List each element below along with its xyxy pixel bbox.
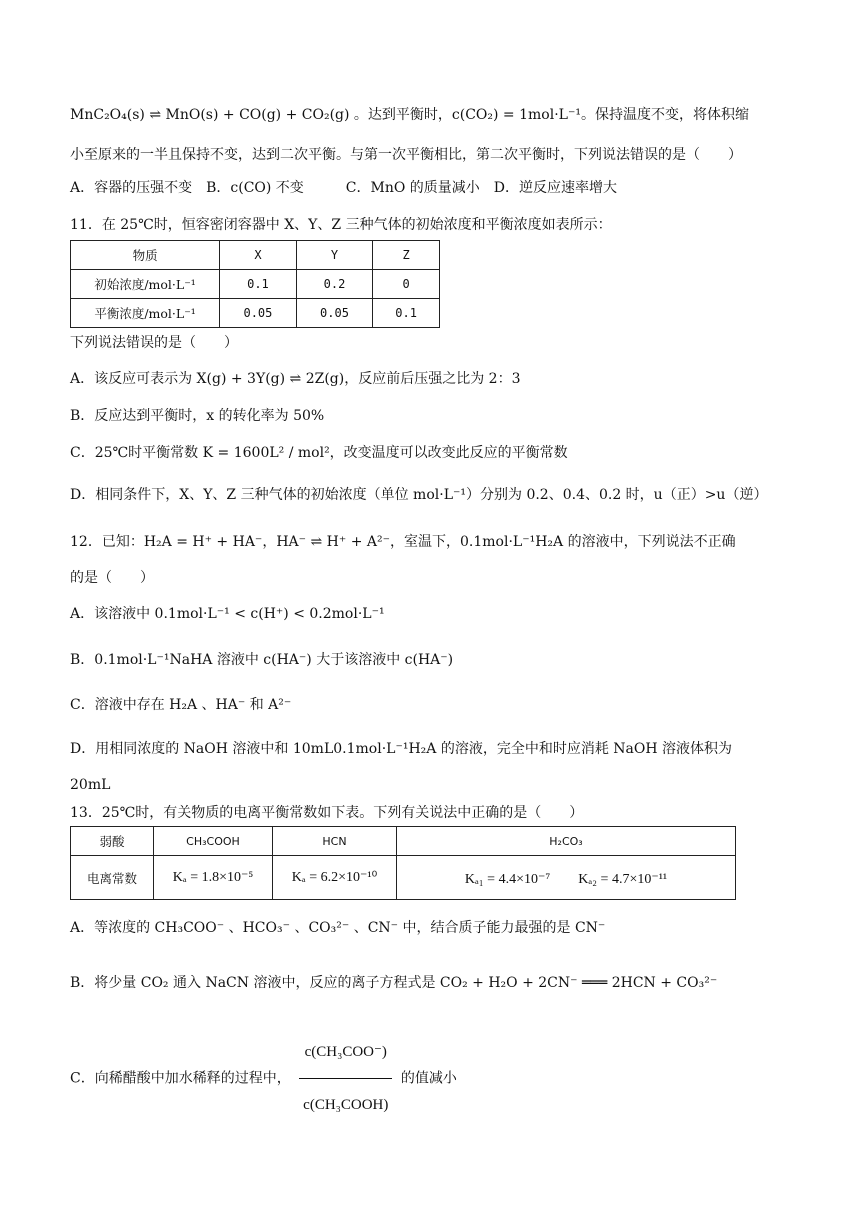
question-13-stem: 13．25℃时，有关物质的电离平衡常数如下表。下列有关说法中正确的是（ ） <box>70 805 584 821</box>
question-12-stem: 12．已知：H₂A = H⁺ + HA⁻，HA⁻ ⇌ H⁺ + A²⁻，室温下，0.1mol·L⁻¹H₂A 的溶液中，下列说法不正确 <box>70 534 736 550</box>
question-11-option-c: C．25℃时平衡常数 K = 1600L² / mol²，改变温度可以改变此反应的平衡常数 <box>70 445 568 461</box>
table-11-header-row <box>71 241 440 270</box>
table-11-header-cell: X <box>220 241 297 270</box>
question-12-option-b: B．0.1mol·L⁻¹NaHA 溶液中 c(HA⁻) 大于该溶液中 c(HA⁻) <box>70 652 454 668</box>
question-11-option-d: D．相同条件下，X、Y、Z 三种气体的初始浓度（单位 mol·L⁻¹）分别为 0.2、0.4、0.2 时，u（正）>u（逆） <box>70 487 768 503</box>
table-11-cell: 初始浓度/mol·L⁻¹ <box>71 270 220 299</box>
table-11-header-cell: Y <box>296 241 373 270</box>
question-11-prompt: 下列说法错误的是（ ） <box>70 335 238 351</box>
option-c-prefix: C．向稀醋酸中加水稀释的过程中， <box>70 1070 291 1087</box>
table-11 <box>70 240 440 328</box>
table-11-row <box>71 270 440 299</box>
table-11-header-cell: 物质 <box>71 241 220 270</box>
table-13-cell: Kₐ₁ = 4.4×10⁻⁷ Kₐ₂ = 4.7×10⁻¹¹ <box>397 856 736 900</box>
table-13-header-cell: 弱酸 <box>71 827 154 856</box>
table-11-cell: 0.05 <box>220 299 297 328</box>
question-12-option-c: C．溶液中存在 H₂A 、HA⁻ 和 A²⁻ <box>70 697 292 713</box>
table-11-cell: 平衡浓度/mol·L⁻¹ <box>71 299 220 328</box>
table-13 <box>70 826 736 900</box>
table-13-header-cell: CH₃COOH <box>154 827 273 856</box>
table-13-cell: Kₐ = 6.2×10⁻¹⁰ <box>273 856 397 900</box>
table-11-cell: 0.05 <box>296 299 373 328</box>
table-11-header-cell: Z <box>373 241 440 270</box>
fraction <box>299 1028 392 1129</box>
question-13-option-b: B．将少量 CO₂ 通入 NaCN 溶液中，反应的离子方程式是 CO₂ + H₂O + 2CN⁻ ═══ 2HCN + CO₃²⁻ <box>70 975 718 991</box>
table-11-cell: 0.2 <box>296 270 373 299</box>
question-11-stem: 11．在 25℃时，恒容密闭容器中 X、Y、Z 三种气体的初始浓度和平衡浓度如表所示： <box>70 217 612 233</box>
table-13-row <box>71 856 736 900</box>
table-13-header-cell: H₂CO₃ <box>397 827 736 856</box>
fraction-denominator: c(CH₃COOH) <box>303 1097 389 1113</box>
option-c-suffix: 的值减小 <box>400 1070 457 1087</box>
table-13-header-cell: HCN <box>273 827 397 856</box>
question-12-option-a: A．该溶液中 0.1mol·L⁻¹ < c(H⁺) < 0.2mol·L⁻¹ <box>70 606 385 622</box>
fraction-numerator: c(CH₃COO⁻) <box>299 1028 392 1079</box>
options-line-10: A．容器的压强不变 B．c(CO) 不变 C．MnO 的质量减小 D．逆反应速率增大 <box>70 180 618 196</box>
text-line-2: 小至原来的一半且保持不变，达到二次平衡。与第一次平衡相比，第二次平衡时，下列说法错误的是（ ） <box>70 147 742 163</box>
question-12-option-d: D．用相同浓度的 NaOH 溶液中和 10mL0.1mol·L⁻¹H₂A 的溶液，完全中和时应消耗 NaOH 溶液体积为 <box>70 741 733 757</box>
table-11-cell: 0.1 <box>220 270 297 299</box>
question-12-option-d-cont: 20mL <box>70 777 111 793</box>
question-12-stem-cont: 的是（ ） <box>70 570 154 586</box>
question-11-option-b: B．反应达到平衡时，x 的转化率为 50% <box>70 408 325 424</box>
question-13-option-c <box>70 1028 457 1129</box>
table-13-cell: 电离常数 <box>71 856 154 900</box>
table-11-cell: 0 <box>373 270 440 299</box>
question-13-option-a: A．等浓度的 CH₃COO⁻ 、HCO₃⁻ 、CO₃²⁻ 、CN⁻ 中，结合质子能力最强的是 CN⁻ <box>70 920 606 936</box>
table-11-cell: 0.1 <box>373 299 440 328</box>
table-13-cell: Kₐ = 1.8×10⁻⁵ <box>154 856 273 900</box>
table-11-row <box>71 299 440 328</box>
question-11-option-a: A．该反应可表示为 X(g) + 3Y(g) ⇌ 2Z(g)，反应前后压强之比为 2：3 <box>70 371 521 387</box>
table-13-header-row <box>71 827 736 856</box>
text-line-1: MnC₂O₄(s) ⇌ MnO(s) + CO(g) + CO₂(g) 。达到平衡时，c(CO₂) = 1mol·L⁻¹。保持温度不变，将体积缩 <box>70 107 749 123</box>
